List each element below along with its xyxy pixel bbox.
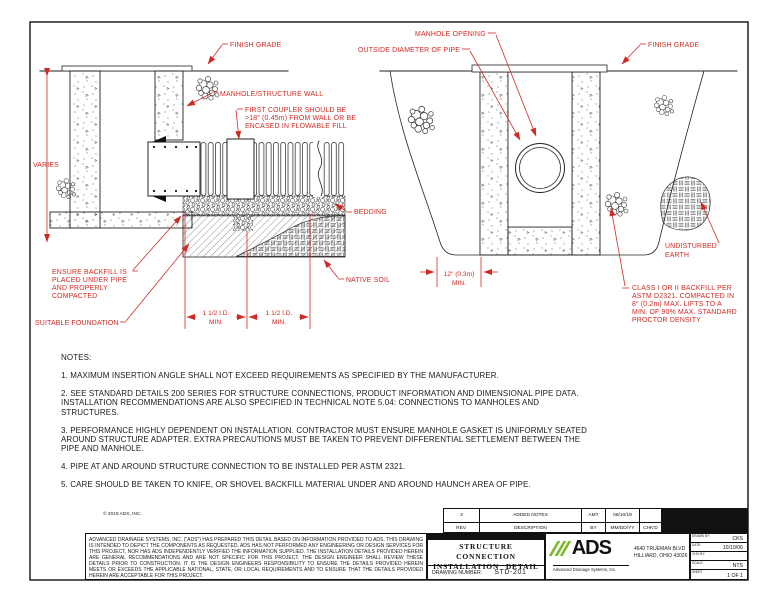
manhole-base [508, 227, 572, 255]
logo-subtitle: Advanced Drainage Systems, Inc. [553, 567, 617, 572]
dim-label: 1 1/2 I.D. [265, 310, 293, 317]
gasket-bottom [152, 196, 166, 202]
company-address: 4640 TRUEMAN BLVD HILLIARD, OHIO 43026 [634, 546, 688, 559]
rev-header-rev: REV. [444, 522, 479, 533]
manhole-top-slab [472, 65, 607, 72]
class-backfill-label: PROCTOR DENSITY [632, 317, 702, 324]
drawing-number-label: DRAWING NUMBER: [432, 569, 483, 576]
undisturbed-earth-label: EARTH [665, 252, 690, 259]
structure-right-wall [155, 71, 183, 140]
gravel-clump [196, 76, 219, 100]
class-backfill-label: MIN. OF 90% MAX. STANDARD [632, 309, 737, 316]
undisturbed-earth-label: UNDISTURBED [665, 243, 717, 250]
drawing-title-box [427, 533, 545, 580]
structure-left-wall [70, 71, 100, 228]
note-5: 5. CARE SHOULD BE TAKEN TO KNIFE, OR SHOVEL BACKFILL MATERIAL UNDER AND AROUND HAUNCH AREA OF PIPE. [61, 480, 531, 490]
notes-heading: NOTES: [61, 353, 92, 362]
info-row-sheet: SHEET 1 OF 1 [692, 570, 743, 579]
ensure-backfill-label: ENSURE BACKFILL IS [52, 269, 127, 276]
ensure-backfill-label: COMPACTED [52, 293, 98, 300]
finish-grade-label-left: FINISH GRADE [230, 42, 282, 49]
disclaimer-box: ADVANCED DRAINAGE SYSTEMS, INC. ("ADS") HAS PREPARED THIS DETAIL BASED ON INFORMATION PROVIDED TO ADS. THIS DRAWING IS INTENDED TO DEPICT THE COMPONENTS AS REQUESTED. ADS HAS NOT PERFORMED ANY ENGINEERING OR DESIGN SERVICES FOR THIS PROJECT, NOR HAS ADS INDEPENDENTLY VERIFIED THE INFORMATION SUPPLIED. THE INSTALLATION DETAILS PROVIDED HEREIN ARE GENERAL RECOMMENDATIONS AND ARE NOT SPECIFIC FOR THIS PROJECT. THE DESIGN ENGINEER SHALL REVIEW THESE DETAILS PRIOR TO CONSTRUCTION. IT IS THE DESIGN ENGINEERS RESPONSIBILITY TO ENSURE THE DETAILS PROVIDED HEREIN MEETS OR EXCEEDS THE APPLICABLE NATIONAL, STATE, OR LOCAL REQUIREMENTS AND TO ENSURE THAT THE DETAILS PROVIDED HEREIN ARE ACCEPTABLE FOR THIS PROJECT. [85, 533, 427, 580]
dim-label: MIN. [209, 319, 223, 326]
info-row-drawn-by: DRAWN BY: CKS [691, 534, 747, 543]
bedding-label: BEDDING [354, 209, 387, 216]
rev-header-by: BY [581, 522, 605, 533]
note-3: 3. PERFORMANCE HIGHLY DEPENDENT ON INSTALLATION. CONTRACTOR MUST ENSURE MANHOLE GASKET IS UNIFORMLY SEATED AROUND STRUCTURE ADAPTER. EXTRA PRECAUTIONS MUST BE TAKEN TO PREVENT DIFFERENTIAL SETTLEMENT BETWEEN THE PIPE AND MANHOLE. [61, 425, 587, 454]
rev-date-cell: 06/10/19 [605, 509, 639, 522]
class-backfill-label: CLASS I OR II BACKFILL PER [632, 285, 732, 292]
native-soil-label: NATIVE SOIL [346, 277, 391, 284]
gravel-clump [408, 106, 434, 133]
manhole-structure-wall-label: MANHOLE/STRUCTURE WALL [220, 91, 324, 98]
copyright-text: © 2019 ADS, INC. [103, 512, 142, 517]
bedding-layer [183, 196, 345, 216]
ads-logo-box [545, 533, 690, 580]
pipe-outer-circle [516, 144, 565, 193]
corrugated-pipe [200, 142, 345, 196]
info-column [690, 533, 748, 580]
structure-top-slab [62, 66, 192, 71]
logo-underline [553, 565, 629, 566]
first-coupler-label: >18" (0.45m) FROM WALL OR BE [245, 115, 357, 122]
ensure-backfill-label: PLACED UNDER PIPE [52, 277, 128, 284]
dim-label: 1 1/2 I.D. [202, 310, 230, 317]
info-row-scale: SCALE: NTS [691, 561, 747, 570]
outside-diameter-label: OUTSIDE DIAMETER OF PIPE [358, 47, 461, 54]
section-view-right [380, 65, 737, 255]
class-backfill-label: 8" (0.2m) MAX. LIFTS TO A [632, 301, 722, 308]
class-backfill-label: ASTM D2321. COMPACTED IN [632, 293, 735, 300]
manhole-opening-label: MANHOLE OPENING [415, 31, 486, 38]
drawing-number-value: STD-201 [494, 569, 527, 576]
first-coupler-label: ENCASED IN FLOWABLE FILL [245, 123, 347, 130]
pipe-bell-adapter [148, 142, 200, 196]
note-1: 1. MAXIMUM INSERTION ANGLE SHALL NOT EXCEED REQUIREMENTS AS SPECIFIED BY THE MANUFACTURER. [61, 370, 499, 380]
ads-logo [553, 537, 611, 559]
class-backfill-clump [605, 192, 628, 216]
manhole-right-wall [572, 72, 600, 255]
rev-header-date: MM/DD/YY [605, 522, 639, 533]
varies-label: VARIES [33, 162, 59, 169]
finish-grade-label-right: FINISH GRADE [648, 42, 700, 49]
info-row-date: DATE: 10/10/06 [691, 543, 747, 552]
rev-chkd-cell [639, 509, 661, 522]
logo-wordmark: ADS [571, 537, 611, 559]
undisturbed-earth-region [661, 177, 711, 230]
note-2: 2. SEE STANDARD DETAILS 200 SERIES FOR STRUCTURE CONNECTIONS, PRODUCT INFORMATION AND DIMENSIONAL PIPE DATA. INSTALLATION RECOMMENDATIONS ARE ALSO SPECIFIED IN TECHNICAL NOTE 5.04: CONNECTIONS TO MANHOLES AND STRUCTURES. [61, 388, 579, 417]
rev-header-chkd: CHK'D [639, 522, 661, 533]
info-row-chk-by: CH'K BY: [691, 552, 747, 561]
dim-12-label: 12" (0.3m) [443, 271, 475, 278]
rev-by-cell: AMT [581, 509, 605, 522]
titlebox-black-bar [428, 534, 544, 540]
drawing-number-row [428, 565, 544, 579]
dim-label: MIN. [272, 319, 286, 326]
structure-base-slab [50, 212, 192, 228]
suitable-foundation-label: SUITABLE FOUNDATION [35, 320, 119, 327]
notes-block [61, 353, 587, 498]
rev-header-description: DESCRIPTION [479, 522, 581, 533]
note-4: 4. PIPE AT AND AROUND STRUCTURE CONNECTION TO BE INSTALLED PER ASTM 2321. [61, 462, 406, 472]
titleblock-black-fill [661, 508, 748, 533]
pipe-coupler [227, 139, 254, 199]
rev-description-cell: ADDED NOTES [479, 509, 581, 522]
revision-table [443, 508, 662, 533]
drawing-title: STRUCTURE CONNECTION INSTALLATION DETAIL [433, 542, 539, 571]
first-coupler-label: FIRST COUPLER SHOULD BE [245, 107, 347, 114]
ensure-backfill-label: AND PROPERLY [52, 285, 108, 292]
rev-number-cell: 3 [460, 513, 463, 518]
backfill-under-coupler [233, 215, 253, 231]
gravel-clump [654, 96, 673, 116]
dim-12-label: MIN. [452, 280, 466, 287]
manhole-left-wall [480, 72, 508, 255]
